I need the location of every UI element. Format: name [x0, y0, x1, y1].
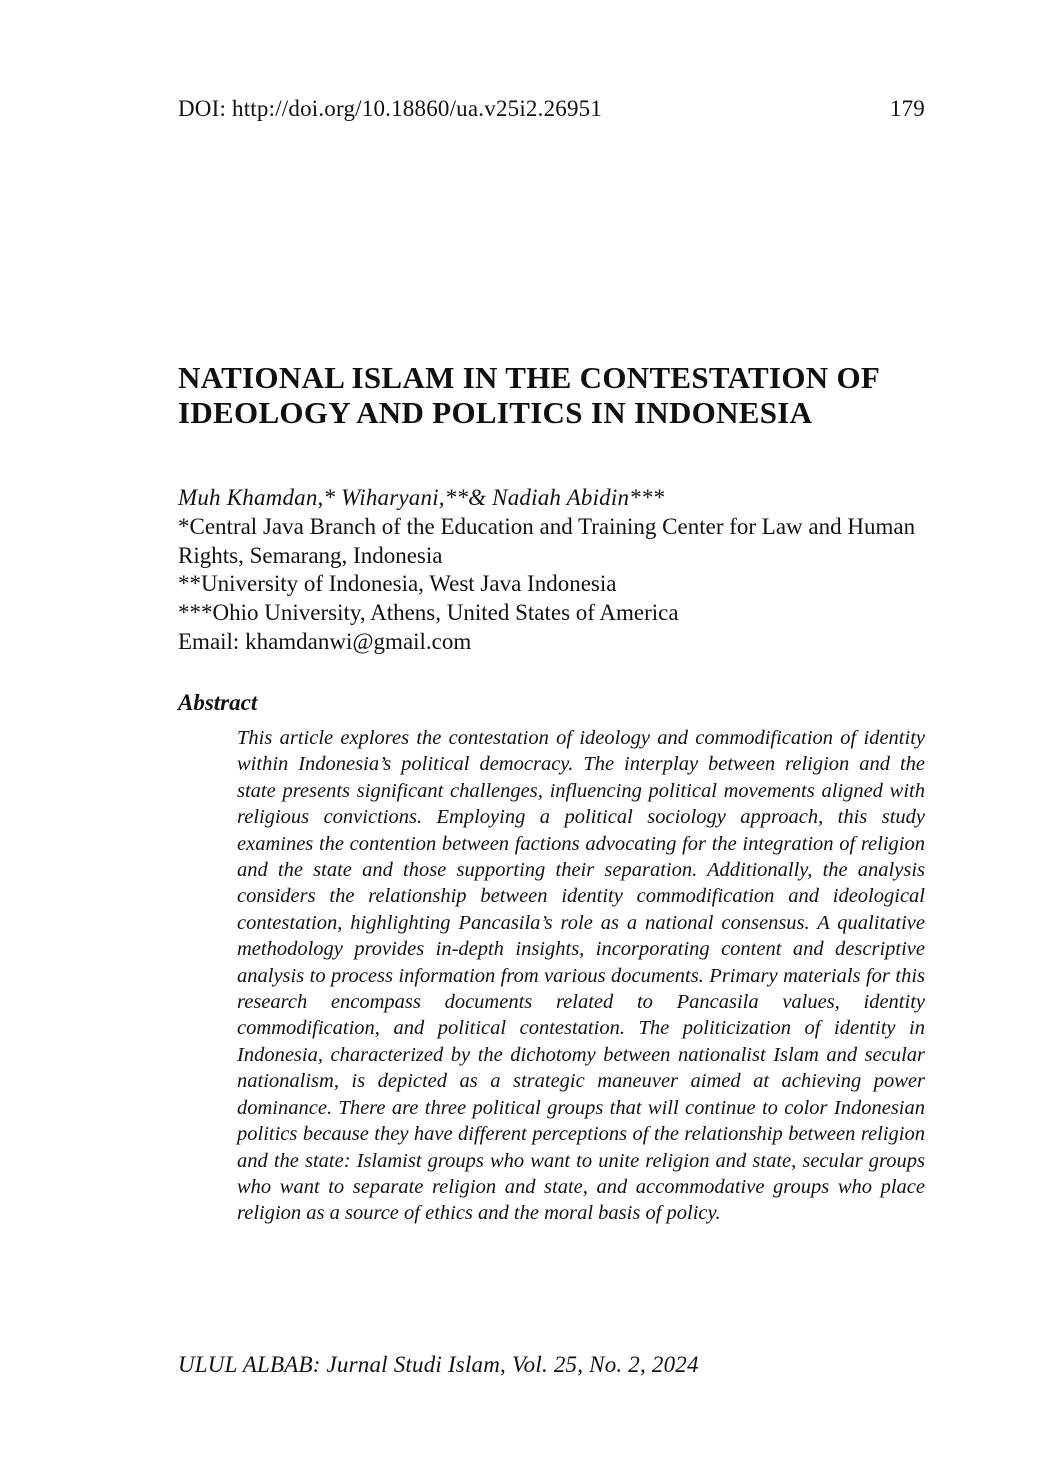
page-header [178, 96, 925, 122]
author-names: Muh Khamdan,* Wiharyani,**& Nadiah Abidin*** [178, 485, 665, 510]
article-title [178, 360, 948, 430]
doi-text: DOI: http://doi.org/10.18860/ua.v25i2.26951 [178, 96, 603, 121]
page-number: 179 [889, 96, 925, 121]
affiliation-ohio-university: ***Ohio University, Athens, United States of America [178, 600, 679, 626]
article-title-line-2: IDEOLOGY AND POLITICS IN INDONESIA [178, 395, 813, 430]
journal-footer-text: ULUL ALBAB: Jurnal Studi Islam, Vol. 25, No. 2, 2024 [178, 1352, 699, 1377]
affiliation-central-java: *Central Java Branch of the Education and Training Center for Law and Human Rights, Semarang, Indonesia [178, 513, 916, 568]
author-block [178, 484, 934, 657]
journal-footer [178, 1352, 699, 1378]
abstract-text: This article explores the contestation of ideology and commodification of identity within Indonesia’s political democracy. The interplay between religion and the state presents significant challenges, influencing political movements aligned with religious convictions. Employing a political sociology approach, this study examines the contention between factions advocating for the integration of religion and the state and those supporting their separation. Additionally, the analysis considers the relationship between identity commodification and ideological contestation, highlighting Pancasila’s role as a national consensus. A qualitative methodology provides in-depth insights, incorporating content and descriptive analysis to process information from various documents. Primary materials for this research encompass documents related to Pancasila values, identity commodification, and political contestation. The politicization of identity in Indonesia, characterized by the dichotomy between nationalist Islam and secular nationalism, is depicted as a strategic maneuver aimed at achieving power dominance. There are three political groups that will continue to color Indonesian politics because they have different perceptions of the relationship between religion and the state: Islamist groups who want to unite religion and state, secular groups who want to separate religion and state, and accommodative groups who place religion as a source of ethics and the moral basis of policy. [237, 727, 925, 1225]
author-email: Email: khamdanwi@gmail.com [178, 628, 472, 654]
affiliation-university-of-indonesia: **University of Indonesia, West Java Indonesia [178, 571, 617, 597]
abstract-section [178, 690, 925, 1227]
abstract-heading: Abstract [178, 690, 258, 715]
article-title-line-1: NATIONAL ISLAM IN THE CONTESTATION OF [178, 360, 881, 395]
